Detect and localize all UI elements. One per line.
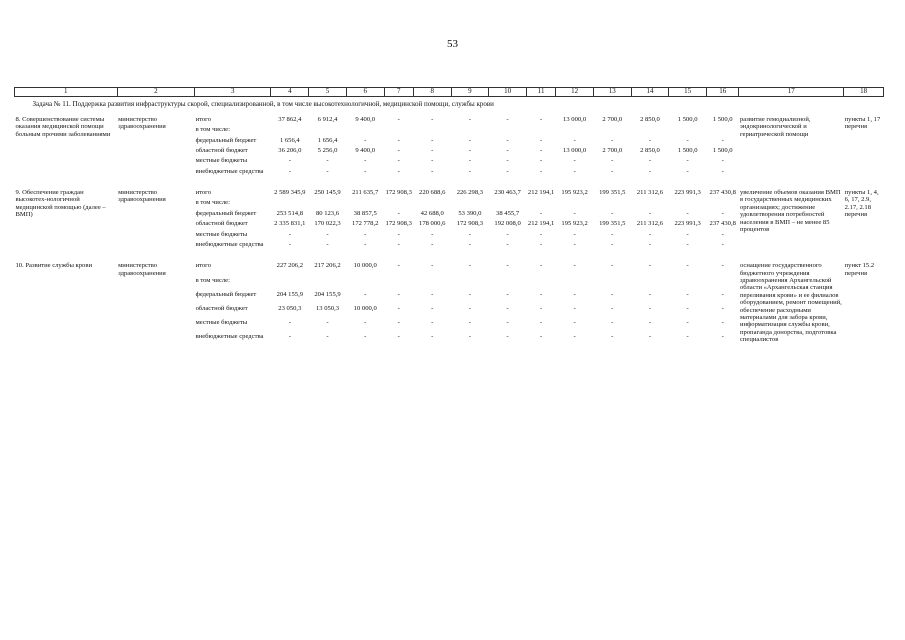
amount-cell: 217 206,2 [314, 262, 341, 270]
amount-cell: 1 656,4 [317, 136, 338, 144]
amount-cell: - [686, 262, 689, 270]
amount-cell: - [611, 136, 614, 144]
amount-cell [526, 198, 555, 208]
amount-cell: - [648, 291, 652, 299]
amount-cell: - [326, 332, 329, 340]
amount-cell: 226 298,3 [456, 189, 484, 197]
amount-cell: - [288, 240, 291, 248]
amount-cell: - [397, 209, 400, 217]
funding-source: в том числе: [195, 277, 230, 285]
amount-cell: - [611, 209, 614, 217]
funding-source: федеральный бюджет [195, 209, 257, 217]
amount-cell: - [721, 318, 724, 326]
amount-cell: - [468, 146, 471, 154]
amount-cell: 1 656,4 [279, 136, 300, 144]
amount-cell: - [397, 291, 400, 299]
amount-cell: - [431, 240, 434, 248]
amount-cell: - [573, 262, 576, 270]
amount-cell: - [397, 157, 400, 165]
amount-cell: - [288, 318, 291, 326]
amount-cell: - [573, 167, 576, 175]
amount-cell [309, 276, 347, 290]
amount-cell: - [611, 304, 614, 312]
amount-cell: 6 912,4 [317, 115, 338, 123]
funding-source: федеральный бюджет [195, 291, 257, 299]
amount-cell: - [431, 167, 434, 175]
indicator-ref: пункты 1, 4, 6, 17, 2.9, 2.17, 2.18 перечня [844, 189, 879, 219]
amount-cell: - [573, 230, 576, 238]
amount-cell: - [397, 115, 400, 123]
amount-cell: - [506, 262, 509, 270]
funding-source: в том числе: [195, 199, 230, 207]
amount-cell: 10 000,0 [353, 262, 377, 270]
amount-cell: - [326, 240, 329, 248]
amount-cell: 253 514,8 [276, 209, 304, 217]
amount-cell [706, 276, 738, 290]
measure-name: 10. Развитие службы крови [15, 262, 92, 270]
table-row [15, 258, 884, 276]
amount-cell: - [721, 291, 724, 299]
amount-cell: - [431, 291, 434, 299]
amount-cell: - [686, 240, 689, 248]
amount-cell [451, 276, 489, 290]
amount-cell: - [686, 304, 689, 312]
amount-cell: 2 850,0 [640, 115, 660, 123]
amount-cell [556, 125, 594, 135]
amount-cell: 204 155,9 [276, 291, 304, 299]
amount-cell [593, 276, 631, 290]
amount-cell: - [506, 230, 509, 238]
amount-cell [669, 276, 707, 290]
header-cell: 13 [593, 88, 631, 97]
header-cell: 15 [669, 88, 707, 97]
amount-cell: - [431, 318, 434, 326]
amount-cell: - [648, 304, 652, 312]
amount-cell: - [431, 304, 434, 312]
amount-cell: 5 256,0 [317, 146, 338, 154]
amount-cell: 237 430,8 [709, 220, 736, 228]
amount-cell: - [364, 230, 367, 238]
amount-cell: 199 351,5 [599, 189, 626, 197]
amount-cell: - [364, 291, 367, 299]
amount-cell: - [573, 318, 576, 326]
amount-cell: - [431, 262, 434, 270]
amount-cell: - [326, 157, 329, 165]
amount-cell: - [648, 240, 652, 248]
header-row [15, 88, 884, 97]
amount-cell: - [721, 136, 724, 144]
amount-cell: - [539, 318, 543, 326]
amount-cell: - [721, 332, 724, 340]
amount-cell: - [539, 167, 543, 175]
amount-cell: - [573, 240, 576, 248]
header-cell: 1 [15, 88, 118, 97]
table-row [15, 112, 884, 125]
amount-cell [593, 198, 631, 208]
amount-cell: 9 400,0 [355, 146, 376, 154]
amount-cell [384, 125, 413, 135]
amount-cell: - [721, 240, 724, 248]
amount-cell: - [431, 136, 434, 144]
row-spacer [15, 250, 884, 258]
amount-cell: - [506, 240, 509, 248]
amount-cell [451, 125, 489, 135]
amount-cell: - [364, 332, 367, 340]
amount-cell: - [506, 146, 509, 154]
amount-cell: - [468, 291, 471, 299]
amount-cell [346, 125, 384, 135]
header-cell: 5 [309, 88, 347, 97]
amount-cell: - [431, 115, 434, 123]
amount-cell: 178 000,6 [419, 220, 446, 228]
amount-cell: - [468, 115, 471, 123]
amount-cell: - [611, 332, 614, 340]
funding-source: итого [195, 189, 212, 197]
expected-result: увеличение объемов оказания ВМП в государственных медицинских организациях; достижение удовлетворения потребностей населения в ВМП – не менее 85 процентов [739, 189, 841, 233]
measure-executor: министерство здравоохранения [118, 115, 166, 131]
amount-cell [489, 198, 527, 208]
amount-cell: - [468, 230, 471, 238]
amount-cell [526, 276, 555, 290]
funding-source: местные бюджеты [195, 157, 248, 165]
amount-cell [346, 198, 384, 208]
amount-cell [631, 198, 669, 208]
amount-cell: - [431, 230, 434, 238]
funding-source: областной бюджет [195, 146, 248, 154]
table-body [15, 88, 884, 346]
amount-cell [413, 198, 451, 208]
amount-cell: - [686, 209, 689, 217]
amount-cell: 38 857,5 [353, 209, 377, 217]
amount-cell: 36 206,0 [278, 146, 302, 154]
measure-name: 8. Совершенствование системы оказания медицинской помощи больным прочими заболеваниями [15, 115, 111, 138]
amount-cell [706, 125, 738, 135]
amount-cell: - [573, 136, 576, 144]
amount-cell [489, 125, 527, 135]
measure-executor: министерство здравоохранения [118, 262, 166, 277]
funding-source: областной бюджет [195, 304, 248, 312]
amount-cell: - [539, 157, 543, 165]
amount-cell [631, 276, 669, 290]
header-cell: 16 [706, 88, 738, 97]
amount-cell: - [573, 157, 576, 165]
amount-cell [556, 198, 594, 208]
amount-cell: 172 908,3 [385, 220, 412, 228]
amount-cell: 9 400,0 [355, 115, 376, 123]
amount-cell: - [397, 167, 400, 175]
amount-cell: 2 589 345,9 [274, 189, 306, 197]
amount-cell: 195 923,2 [561, 220, 588, 228]
amount-cell: - [721, 304, 724, 312]
amount-cell: - [397, 240, 400, 248]
amount-cell: - [397, 332, 400, 340]
amount-cell: - [648, 318, 652, 326]
amount-cell: - [539, 146, 543, 154]
amount-cell: - [397, 230, 400, 238]
measure-executor: министерство здравоохранения [118, 189, 166, 204]
amount-cell: - [539, 332, 543, 340]
amount-cell: - [468, 318, 471, 326]
amount-cell: - [573, 291, 576, 299]
amount-cell: 223 991,3 [674, 220, 701, 228]
amount-cell: 172 778,2 [352, 220, 379, 228]
amount-cell: - [288, 332, 291, 340]
measure-name: 9. Обеспечение граждан высокотех-нологичной медицинской помощью (далее – ВМП) [15, 189, 106, 219]
amount-cell: - [506, 115, 509, 123]
header-cell: 4 [271, 88, 309, 97]
amount-cell: - [539, 209, 543, 217]
spacer-cell [15, 177, 884, 185]
header-cell: 7 [384, 88, 413, 97]
amount-cell: - [364, 318, 367, 326]
funding-source: внебюджетные средства [195, 167, 264, 175]
amount-cell: 230 463,7 [494, 189, 521, 197]
amount-cell: - [721, 262, 724, 270]
amount-cell: - [397, 146, 400, 154]
amount-cell: - [506, 157, 509, 165]
amount-cell: - [364, 167, 367, 175]
amount-cell: 10 000,0 [353, 304, 377, 312]
amount-cell [309, 198, 347, 208]
funding-source: в том числе: [195, 126, 230, 134]
amount-cell: - [468, 304, 471, 312]
amount-cell: - [611, 291, 614, 299]
amount-cell: - [468, 332, 471, 340]
amount-cell: 13 000,0 [563, 115, 587, 123]
amount-cell: 204 155,9 [314, 291, 341, 299]
amount-cell: 37 862,4 [278, 115, 302, 123]
amount-cell [526, 125, 555, 135]
amount-cell: 227 206,2 [276, 262, 304, 270]
amount-cell: - [506, 332, 509, 340]
amount-cell: 38 455,7 [496, 209, 520, 217]
amount-cell [271, 198, 309, 208]
amount-cell [384, 198, 413, 208]
amount-cell: - [468, 157, 471, 165]
amount-cell: 220 688,6 [419, 189, 446, 197]
amount-cell: - [648, 209, 652, 217]
amount-cell: 13 050,3 [315, 304, 340, 312]
amount-cell: - [686, 136, 689, 144]
amount-cell: - [611, 240, 614, 248]
amount-cell: - [648, 262, 652, 270]
header-cell: 9 [451, 88, 489, 97]
amount-cell: 212 194,1 [527, 220, 555, 228]
amount-cell [593, 125, 631, 135]
amount-cell: 2 335 831,1 [274, 220, 306, 228]
amount-cell: 223 991,3 [674, 189, 701, 197]
amount-cell: - [506, 167, 509, 175]
row-spacer [15, 177, 884, 185]
amount-cell: 1 500,0 [677, 115, 698, 123]
table-row [15, 185, 884, 198]
amount-cell: - [721, 167, 724, 175]
amount-cell: - [611, 157, 614, 165]
header-cell: 10 [489, 88, 527, 97]
header-cell: 11 [526, 88, 555, 97]
amount-cell [451, 198, 489, 208]
amount-cell: - [611, 167, 614, 175]
amount-cell: 250 145,9 [314, 189, 341, 197]
amount-cell: 192 008,0 [494, 220, 521, 228]
amount-cell: - [364, 157, 367, 165]
amount-cell [271, 276, 309, 290]
amount-cell: - [573, 332, 576, 340]
amount-cell: - [539, 136, 543, 144]
amount-cell: - [686, 332, 689, 340]
amount-cell: - [539, 291, 543, 299]
amount-cell [669, 125, 707, 135]
amount-cell: 199 351,5 [599, 220, 626, 228]
amount-cell: - [468, 167, 471, 175]
amount-cell [631, 125, 669, 135]
amount-cell: - [721, 209, 724, 217]
amount-cell [669, 198, 707, 208]
amount-cell: 1 500,0 [677, 146, 698, 154]
header-cell: 12 [556, 88, 594, 97]
amount-cell [556, 276, 594, 290]
amount-cell: - [539, 304, 543, 312]
amount-cell: - [506, 318, 509, 326]
amount-cell: 170 022,3 [314, 220, 341, 228]
header-cell: 6 [346, 88, 384, 97]
header-cell: 2 [117, 88, 194, 97]
amount-cell: - [326, 230, 329, 238]
header-cell: 3 [195, 88, 271, 97]
funding-source: внебюджетные средства [195, 240, 264, 248]
amount-cell: 42 688,0 [420, 209, 444, 217]
funding-source: итого [195, 262, 212, 270]
amount-cell: - [611, 262, 614, 270]
amount-cell: - [288, 157, 291, 165]
amount-cell: - [326, 167, 329, 175]
amount-cell: - [573, 304, 576, 312]
amount-cell: - [364, 136, 367, 144]
amount-cell: - [539, 230, 543, 238]
amount-cell: - [288, 230, 291, 238]
expected-result: развитие гемодиализной, эндокринологической и гериатрической помощи [739, 115, 811, 138]
amount-cell: - [611, 230, 614, 238]
amount-cell: - [431, 157, 434, 165]
amount-cell: - [468, 136, 471, 144]
amount-cell: - [611, 318, 614, 326]
amount-cell: 2 850,0 [640, 146, 660, 154]
amount-cell: 23 050,3 [278, 304, 302, 312]
amount-cell [271, 125, 309, 135]
amount-cell: 80 123,6 [315, 209, 340, 217]
amount-cell [413, 125, 451, 135]
amount-cell: 211 312,6 [636, 220, 664, 228]
amount-cell: 237 430,8 [709, 189, 736, 197]
amount-cell [413, 276, 451, 290]
funding-source: внебюджетные средства [195, 332, 264, 340]
amount-cell: - [397, 136, 400, 144]
amount-cell: - [648, 230, 652, 238]
amount-cell: - [721, 157, 724, 165]
amount-cell: 211 635,7 [352, 189, 379, 197]
funding-source: местные бюджеты [195, 318, 248, 326]
task-row [15, 97, 884, 112]
funding-source: федеральный бюджет [195, 136, 257, 144]
amount-cell: - [721, 230, 724, 238]
funding-source: местные бюджеты [195, 230, 248, 238]
amount-cell: - [468, 240, 471, 248]
program-table [14, 87, 884, 345]
amount-cell [309, 125, 347, 135]
amount-cell: 1 500,0 [712, 146, 733, 154]
amount-cell: 2 700,0 [602, 146, 623, 154]
header-cell: 17 [739, 88, 844, 97]
amount-cell: - [686, 157, 689, 165]
amount-cell: - [431, 332, 434, 340]
amount-cell [384, 276, 413, 290]
amount-cell: 211 312,6 [636, 189, 664, 197]
amount-cell: - [686, 167, 689, 175]
amount-cell: - [326, 318, 329, 326]
amount-cell [346, 276, 384, 290]
header-cell: 14 [631, 88, 669, 97]
amount-cell: 1 500,0 [712, 115, 733, 123]
amount-cell: - [648, 157, 652, 165]
page-number: 53 [447, 38, 458, 50]
amount-cell: - [686, 318, 689, 326]
expected-result: оснащение государственного бюджетного учреждения здравоохранения Архангельской области «Архангельская станция переливания крови» и ее филиалов оборудованием, ремонт помещений, обеспечение расходными материалами для забора крови, информатизация службы крови, пропаганда донорства, подготовка специалистов [739, 262, 842, 344]
amount-cell: - [686, 291, 689, 299]
amount-cell: - [431, 146, 434, 154]
amount-cell: - [648, 136, 652, 144]
header-cell: 8 [413, 88, 451, 97]
funding-source: областной бюджет [195, 220, 248, 228]
amount-cell: - [364, 240, 367, 248]
indicator-ref: пункты 1, 17 перечня [844, 115, 881, 131]
amount-cell: - [288, 167, 291, 175]
amount-cell: - [539, 240, 543, 248]
amount-cell: - [506, 136, 509, 144]
amount-cell: - [539, 115, 543, 123]
amount-cell: - [686, 230, 689, 238]
amount-cell: - [397, 304, 400, 312]
amount-cell: 195 923,2 [561, 189, 588, 197]
amount-cell: - [648, 332, 652, 340]
spacer-cell [15, 250, 884, 258]
amount-cell: 212 194,1 [527, 189, 555, 197]
amount-cell [489, 276, 527, 290]
amount-cell: - [648, 167, 652, 175]
amount-cell: - [539, 262, 543, 270]
task-title: Задача № 11. Поддержка развития инфраструктуры скорой, специализированной, в том числе высокотехнологичной, медицинской помощи, службы крови [32, 100, 494, 108]
amount-cell: - [397, 318, 400, 326]
indicator-ref: пункт 15.2 перечня [844, 262, 875, 277]
header-cell: 18 [844, 88, 884, 97]
amount-cell [706, 198, 738, 208]
amount-cell: - [506, 291, 509, 299]
amount-cell: 2 700,0 [602, 115, 623, 123]
amount-cell: - [468, 262, 471, 270]
amount-cell: - [573, 209, 576, 217]
funding-source: итого [195, 115, 212, 123]
amount-cell: - [506, 304, 509, 312]
amount-cell: 172 908,3 [385, 189, 412, 197]
amount-cell: 13 000,0 [563, 146, 587, 154]
amount-cell: 172 908,3 [456, 220, 484, 228]
amount-cell: - [397, 262, 400, 270]
amount-cell: 53 390,0 [458, 209, 482, 217]
